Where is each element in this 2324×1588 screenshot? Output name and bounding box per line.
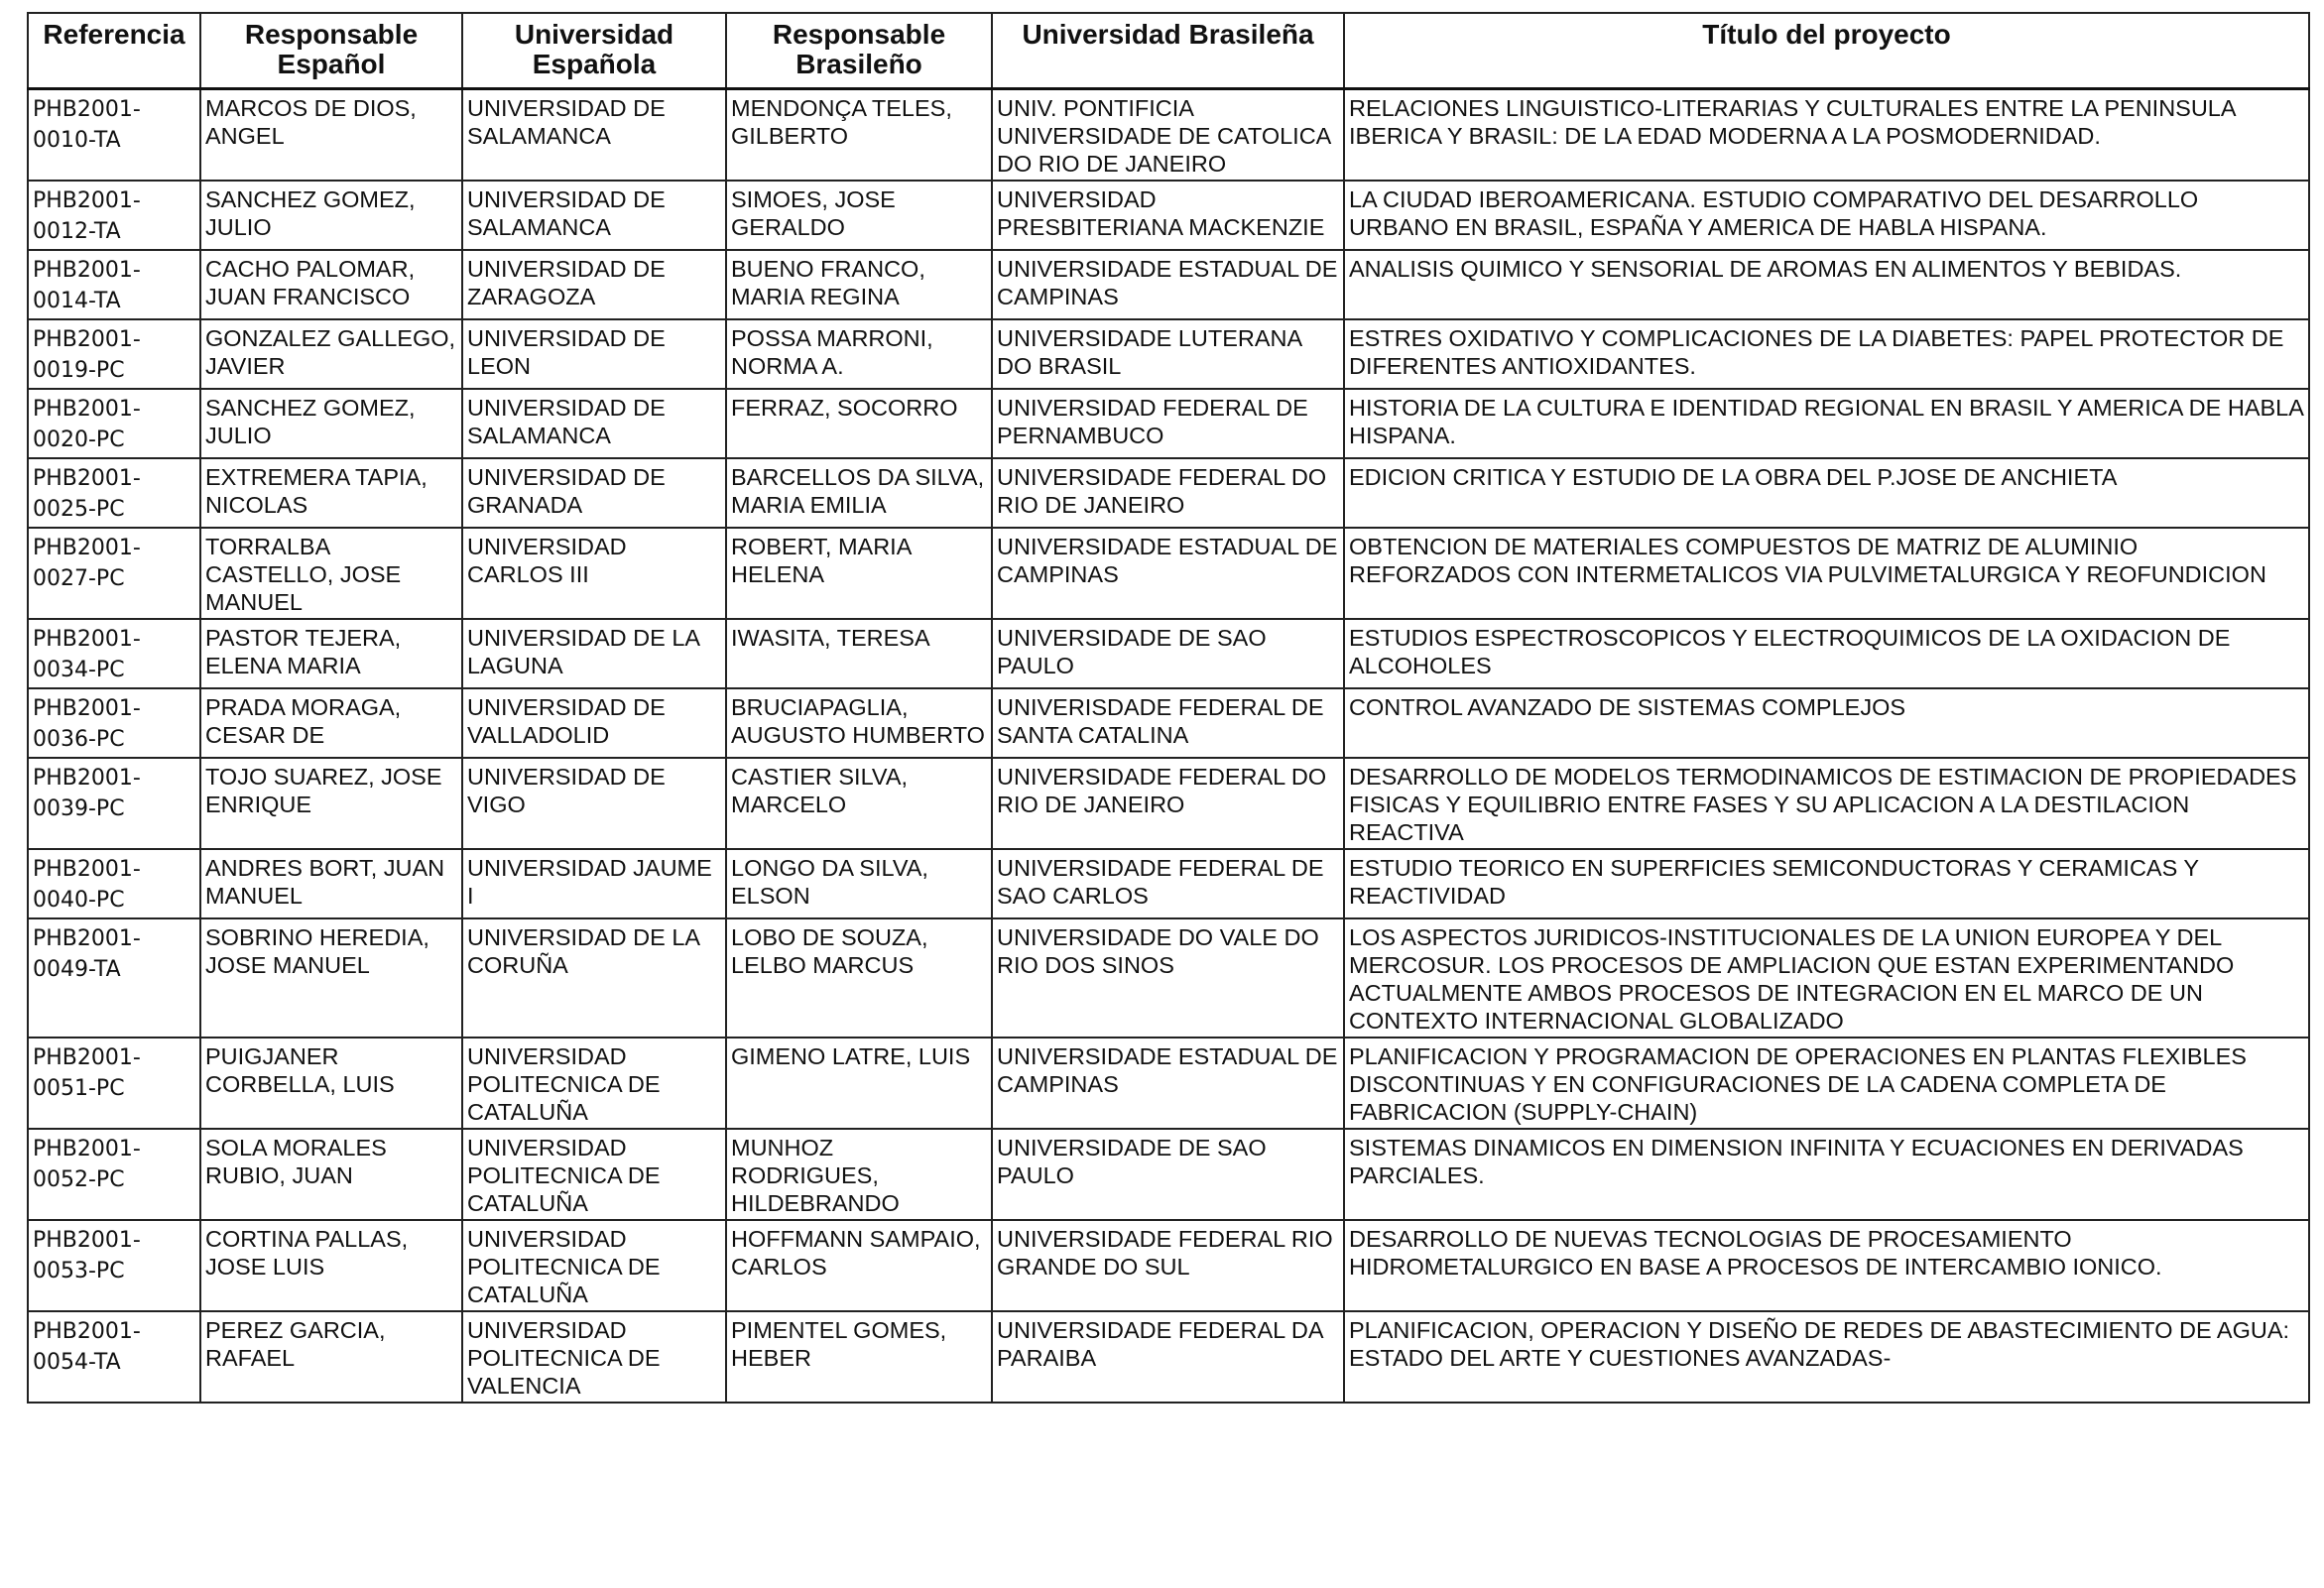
table-row xyxy=(28,389,2309,458)
cell-universidad-brasilena: UNIVERSIDADE LUTERANA DO BRASIL xyxy=(992,319,1344,389)
cell-universidad-brasilena: UNIVERISDADE FEDERAL DE SANTA CATALINA xyxy=(992,688,1344,758)
header-referencia: Referencia xyxy=(28,13,200,89)
cell-titulo: LA CIUDAD IBEROAMERICANA. ESTUDIO COMPARATIVO DEL DESARROLLO URBANO EN BRASIL, ESPAÑA Y AMERICA DE HABLA HISPANA. xyxy=(1344,181,2309,250)
table-row xyxy=(28,619,2309,688)
cell-universidad-brasilena: UNIVERSIDADE ESTADUAL DE CAMPINAS xyxy=(992,1038,1344,1129)
cell-responsable-espanol: TOJO SUAREZ, JOSE ENRIQUE xyxy=(200,758,462,849)
cell-responsable-espanol: PRADA MORAGA, CESAR DE xyxy=(200,688,462,758)
cell-referencia: PHB2001-0019-PC xyxy=(28,319,200,389)
cell-referencia: PHB2001-0039-PC xyxy=(28,758,200,849)
cell-universidad-espanola: UNIVERSIDAD DE LA CORUÑA xyxy=(462,918,726,1038)
cell-responsable-brasileno: ROBERT, MARIA HELENA xyxy=(726,528,992,619)
cell-universidad-espanola: UNIVERSIDAD DE GRANADA xyxy=(462,458,726,528)
cell-referencia: PHB2001-0040-PC xyxy=(28,849,200,918)
cell-titulo: PLANIFICACION Y PROGRAMACION DE OPERACIONES EN PLANTAS FLEXIBLES DISCONTINUAS Y EN CONFIGURACIONES DE LA CADENA COMPLETA DE FABRICACION (SUPPLY-CHAIN) xyxy=(1344,1038,2309,1129)
header-universidad-brasilena: Universidad Brasileña xyxy=(992,13,1344,89)
cell-referencia: PHB2001-0052-PC xyxy=(28,1129,200,1220)
cell-universidad-espanola: UNIVERSIDAD JAUME I xyxy=(462,849,726,918)
cell-universidad-brasilena: UNIVERSIDADE FEDERAL DO RIO DE JANEIRO xyxy=(992,758,1344,849)
cell-referencia: PHB2001-0025-PC xyxy=(28,458,200,528)
cell-responsable-brasileno: PIMENTEL GOMES, HEBER xyxy=(726,1311,992,1403)
table-header-row xyxy=(28,13,2309,89)
table-row xyxy=(28,849,2309,918)
cell-responsable-espanol: PUIGJANER CORBELLA, LUIS xyxy=(200,1038,462,1129)
cell-responsable-brasileno: MUNHOZ RODRIGUES, HILDEBRANDO xyxy=(726,1129,992,1220)
cell-titulo: PLANIFICACION, OPERACION Y DISEÑO DE REDES DE ABASTECIMIENTO DE AGUA: ESTADO DEL ARTE Y CUESTIONES AVANZADAS- xyxy=(1344,1311,2309,1403)
cell-responsable-brasileno: BUENO FRANCO, MARIA REGINA xyxy=(726,250,992,319)
cell-titulo: SISTEMAS DINAMICOS EN DIMENSION INFINITA Y ECUACIONES EN DERIVADAS PARCIALES. xyxy=(1344,1129,2309,1220)
cell-responsable-brasileno: MENDONÇA TELES, GILBERTO xyxy=(726,89,992,182)
table-row xyxy=(28,688,2309,758)
table-row xyxy=(28,181,2309,250)
cell-titulo: ESTRES OXIDATIVO Y COMPLICACIONES DE LA DIABETES: PAPEL PROTECTOR DE DIFERENTES ANTIOXIDANTES. xyxy=(1344,319,2309,389)
cell-titulo: HISTORIA DE LA CULTURA E IDENTIDAD REGIONAL EN BRASIL Y AMERICA DE HABLA HISPANA. xyxy=(1344,389,2309,458)
header-responsable-espanol: Responsable Español xyxy=(200,13,462,89)
cell-titulo: CONTROL AVANZADO DE SISTEMAS COMPLEJOS xyxy=(1344,688,2309,758)
cell-responsable-espanol: SOBRINO HEREDIA, JOSE MANUEL xyxy=(200,918,462,1038)
cell-universidad-espanola: UNIVERSIDAD DE SALAMANCA xyxy=(462,89,726,182)
cell-responsable-espanol: SANCHEZ GOMEZ, JULIO xyxy=(200,389,462,458)
cell-responsable-espanol: SOLA MORALES RUBIO, JUAN xyxy=(200,1129,462,1220)
cell-universidad-brasilena: UNIVERSIDADE FEDERAL RIO GRANDE DO SUL xyxy=(992,1220,1344,1311)
cell-responsable-brasileno: POSSA MARRONI, NORMA A. xyxy=(726,319,992,389)
cell-responsable-brasileno: HOFFMANN SAMPAIO, CARLOS xyxy=(726,1220,992,1311)
cell-referencia: PHB2001-0020-PC xyxy=(28,389,200,458)
cell-responsable-brasileno: GIMENO LATRE, LUIS xyxy=(726,1038,992,1129)
cell-universidad-brasilena: UNIVERSIDADE ESTADUAL DE CAMPINAS xyxy=(992,250,1344,319)
cell-responsable-espanol: ANDRES BORT, JUAN MANUEL xyxy=(200,849,462,918)
cell-responsable-brasileno: LONGO DA SILVA, ELSON xyxy=(726,849,992,918)
cell-universidad-brasilena: UNIVERSIDADE ESTADUAL DE CAMPINAS xyxy=(992,528,1344,619)
table-row xyxy=(28,250,2309,319)
cell-titulo: DESARROLLO DE NUEVAS TECNOLOGIAS DE PROCESAMIENTO HIDROMETALURGICO EN BASE A PROCESOS DE INTERCAMBIO IONICO. xyxy=(1344,1220,2309,1311)
cell-titulo: OBTENCION DE MATERIALES COMPUESTOS DE MATRIZ DE ALUMINIO REFORZADOS CON INTERMETALICOS VIA PULVIMETALURGICA Y REOFUNDICION xyxy=(1344,528,2309,619)
cell-responsable-espanol: PEREZ GARCIA, RAFAEL xyxy=(200,1311,462,1403)
table-row xyxy=(28,1311,2309,1403)
cell-referencia: PHB2001-0034-PC xyxy=(28,619,200,688)
cell-responsable-brasileno: CASTIER SILVA, MARCELO xyxy=(726,758,992,849)
cell-universidad-espanola: UNIVERSIDAD POLITECNICA DE VALENCIA xyxy=(462,1311,726,1403)
cell-titulo: ESTUDIOS ESPECTROSCOPICOS Y ELECTROQUIMICOS DE LA OXIDACION DE ALCOHOLES xyxy=(1344,619,2309,688)
cell-titulo: EDICION CRITICA Y ESTUDIO DE LA OBRA DEL P.JOSE DE ANCHIETA xyxy=(1344,458,2309,528)
cell-universidad-espanola: UNIVERSIDAD DE VALLADOLID xyxy=(462,688,726,758)
cell-universidad-brasilena: UNIVERSIDADE FEDERAL DO RIO DE JANEIRO xyxy=(992,458,1344,528)
cell-referencia: PHB2001-0049-TA xyxy=(28,918,200,1038)
table-body xyxy=(28,89,2309,1404)
cell-referencia: PHB2001-0027-PC xyxy=(28,528,200,619)
cell-universidad-espanola: UNIVERSIDAD CARLOS III xyxy=(462,528,726,619)
cell-referencia: PHB2001-0053-PC xyxy=(28,1220,200,1311)
cell-responsable-espanol: SANCHEZ GOMEZ, JULIO xyxy=(200,181,462,250)
cell-responsable-brasileno: BRUCIAPAGLIA, AUGUSTO HUMBERTO xyxy=(726,688,992,758)
table-row xyxy=(28,1038,2309,1129)
cell-responsable-espanol: CACHO PALOMAR, JUAN FRANCISCO xyxy=(200,250,462,319)
header-responsable-brasileno: Responsable Brasileño xyxy=(726,13,992,89)
cell-referencia: PHB2001-0054-TA xyxy=(28,1311,200,1403)
cell-universidad-brasilena: UNIV. PONTIFICIA UNIVERSIDADE DE CATOLICA DO RIO DE JANEIRO xyxy=(992,89,1344,182)
cell-responsable-brasileno: LOBO DE SOUZA, LELBO MARCUS xyxy=(726,918,992,1038)
cell-universidad-brasilena: UNIVERSIDADE FEDERAL DA PARAIBA xyxy=(992,1311,1344,1403)
cell-universidad-espanola: UNIVERSIDAD DE SALAMANCA xyxy=(462,181,726,250)
cell-universidad-espanola: UNIVERSIDAD DE VIGO xyxy=(462,758,726,849)
cell-titulo: ESTUDIO TEORICO EN SUPERFICIES SEMICONDUCTORAS Y CERAMICAS Y REACTIVIDAD xyxy=(1344,849,2309,918)
cell-universidad-brasilena: UNIVERSIDADE FEDERAL DE SAO CARLOS xyxy=(992,849,1344,918)
cell-universidad-espanola: UNIVERSIDAD DE LA LAGUNA xyxy=(462,619,726,688)
cell-universidad-espanola: UNIVERSIDAD POLITECNICA DE CATALUÑA xyxy=(462,1220,726,1311)
cell-referencia: PHB2001-0010-TA xyxy=(28,89,200,182)
document-page xyxy=(27,12,2308,1404)
table-row xyxy=(28,1220,2309,1311)
cell-universidad-brasilena: UNIVERSIDADE DE SAO PAULO xyxy=(992,619,1344,688)
cell-universidad-brasilena: UNIVERSIDADE DO VALE DO RIO DOS SINOS xyxy=(992,918,1344,1038)
cell-titulo: ANALISIS QUIMICO Y SENSORIAL DE AROMAS EN ALIMENTOS Y BEBIDAS. xyxy=(1344,250,2309,319)
cell-titulo: RELACIONES LINGUISTICO-LITERARIAS Y CULTURALES ENTRE LA PENINSULA IBERICA Y BRASIL: DE LA EDAD MODERNA A LA POSMODERNIDAD. xyxy=(1344,89,2309,182)
table-row xyxy=(28,89,2309,182)
cell-universidad-espanola: UNIVERSIDAD DE LEON xyxy=(462,319,726,389)
cell-titulo: DESARROLLO DE MODELOS TERMODINAMICOS DE ESTIMACION DE PROPIEDADES FISICAS Y EQUILIBRIO ENTRE FASES Y SU APLICACION A LA DESTILACION REACTIVA xyxy=(1344,758,2309,849)
header-universidad-espanola: Universidad Española xyxy=(462,13,726,89)
table-row xyxy=(28,918,2309,1038)
cell-referencia: PHB2001-0014-TA xyxy=(28,250,200,319)
cell-referencia: PHB2001-0012-TA xyxy=(28,181,200,250)
cell-responsable-brasileno: BARCELLOS DA SILVA, MARIA EMILIA xyxy=(726,458,992,528)
cell-responsable-espanol: CORTINA PALLAS, JOSE LUIS xyxy=(200,1220,462,1311)
table-row xyxy=(28,758,2309,849)
cell-referencia: PHB2001-0051-PC xyxy=(28,1038,200,1129)
cell-universidad-brasilena: UNIVERSIDAD PRESBITERIANA MACKENZIE xyxy=(992,181,1344,250)
cell-responsable-espanol: EXTREMERA TAPIA, NICOLAS xyxy=(200,458,462,528)
cell-universidad-brasilena: UNIVERSIDAD FEDERAL DE PERNAMBUCO xyxy=(992,389,1344,458)
table-row xyxy=(28,1129,2309,1220)
table-row xyxy=(28,458,2309,528)
cell-universidad-brasilena: UNIVERSIDADE DE SAO PAULO xyxy=(992,1129,1344,1220)
cell-titulo: LOS ASPECTOS JURIDICOS-INSTITUCIONALES DE LA UNION EUROPEA Y DEL MERCOSUR. LOS PROCESOS DE AMPLIACION QUE ESTAN EXPERIMENTANDO ACTUALMENTE AMBOS PROCESOS DE INTEGRACION EN EL MARCO DE UN CONTEXTO INTERNACIONAL GLOBALIZADO xyxy=(1344,918,2309,1038)
header-titulo: Título del proyecto xyxy=(1344,13,2309,89)
cell-responsable-espanol: TORRALBA CASTELLO, JOSE MANUEL xyxy=(200,528,462,619)
cell-responsable-espanol: GONZALEZ GALLEGO, JAVIER xyxy=(200,319,462,389)
cell-universidad-espanola: UNIVERSIDAD DE ZARAGOZA xyxy=(462,250,726,319)
cell-universidad-espanola: UNIVERSIDAD POLITECNICA DE CATALUÑA xyxy=(462,1129,726,1220)
cell-responsable-brasileno: IWASITA, TERESA xyxy=(726,619,992,688)
cell-universidad-espanola: UNIVERSIDAD POLITECNICA DE CATALUÑA xyxy=(462,1038,726,1129)
table-row xyxy=(28,528,2309,619)
cell-referencia: PHB2001-0036-PC xyxy=(28,688,200,758)
table-row xyxy=(28,319,2309,389)
projects-table xyxy=(27,12,2310,1404)
cell-responsable-espanol: PASTOR TEJERA, ELENA MARIA xyxy=(200,619,462,688)
cell-responsable-brasileno: FERRAZ, SOCORRO xyxy=(726,389,992,458)
cell-responsable-brasileno: SIMOES, JOSE GERALDO xyxy=(726,181,992,250)
cell-responsable-espanol: MARCOS DE DIOS, ANGEL xyxy=(200,89,462,182)
cell-universidad-espanola: UNIVERSIDAD DE SALAMANCA xyxy=(462,389,726,458)
